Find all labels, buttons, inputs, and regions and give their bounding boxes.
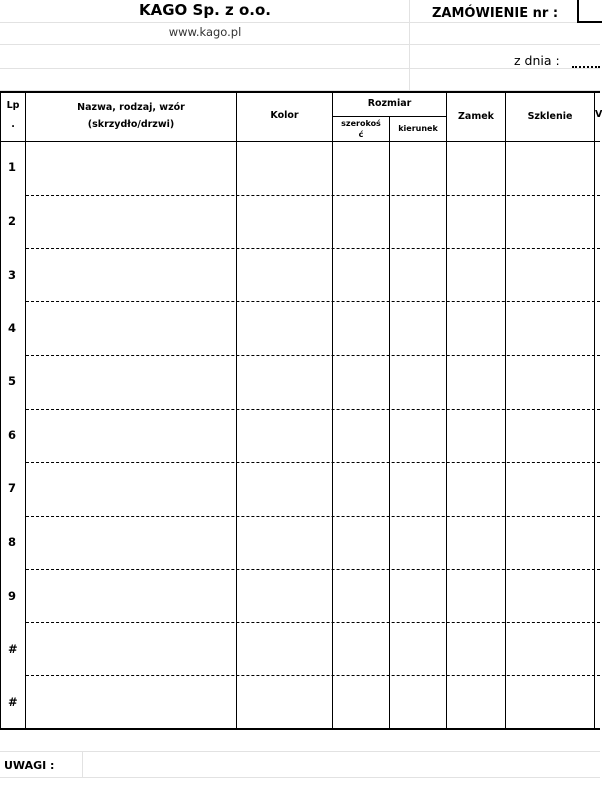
- row-number: 1: [8, 160, 17, 174]
- row-separator: [26, 248, 600, 249]
- row-separator: [26, 675, 600, 676]
- table-border-left: [0, 91, 1, 730]
- row-number: 3: [8, 268, 17, 282]
- row-number: 7: [8, 481, 17, 495]
- column-header-width: szerokoś ć: [341, 119, 381, 139]
- row-number: 9: [8, 589, 17, 603]
- order-number-label: ZAMÓWIENIE nr :: [432, 6, 559, 21]
- column-header-lock: Zamek: [458, 111, 494, 122]
- row-number: #: [8, 695, 18, 709]
- column-divider: [332, 92, 333, 729]
- header-bottom-border: [0, 141, 600, 142]
- column-divider: [505, 92, 506, 729]
- column-header-direction: kierunek: [398, 124, 438, 133]
- row-separator: [26, 301, 600, 302]
- gridline: [0, 751, 600, 752]
- row-number: 2: [8, 214, 17, 228]
- row-separator: [26, 569, 600, 570]
- order-date-field[interactable]: [572, 66, 600, 68]
- row-separator: [26, 622, 600, 623]
- row-number: 6: [8, 428, 17, 442]
- table-border-bottom: [0, 728, 600, 730]
- column-header-name: Nazwa, rodzaj, wzór (skrzydło/drzwi): [77, 102, 185, 130]
- company-name: KAGO Sp. z o.o.: [139, 1, 271, 19]
- order-date-label: z dnia :: [514, 53, 560, 68]
- company-website: www.kago.pl: [168, 25, 242, 39]
- gridline: [0, 68, 600, 69]
- row-separator: [26, 195, 600, 196]
- gridline: [0, 44, 600, 45]
- column-divider: [236, 92, 237, 729]
- table-border-top: [0, 91, 600, 93]
- column-divider: [594, 92, 595, 729]
- row-separator: [26, 462, 600, 463]
- column-divider: [25, 92, 26, 729]
- order-number-field[interactable]: [577, 0, 602, 23]
- row-number: #: [8, 642, 18, 656]
- gridline: [0, 22, 600, 23]
- remarks-label: UWAGI :: [4, 759, 55, 772]
- row-number: 8: [8, 535, 17, 549]
- row-number: 5: [8, 374, 17, 388]
- column-header-lp: Lp .: [6, 100, 20, 130]
- column-header-glazing: Szklenie: [527, 111, 573, 122]
- column-header-color: Kolor: [270, 110, 299, 121]
- column-divider: [389, 117, 390, 729]
- row-separator: [26, 355, 600, 356]
- row-separator: [26, 516, 600, 517]
- remarks-field[interactable]: [83, 753, 600, 776]
- gridline: [0, 777, 600, 778]
- column-divider: [446, 92, 447, 729]
- row-separator: [26, 409, 600, 410]
- column-header-clipped: V: [595, 109, 602, 120]
- column-header-size: Rozmiar: [367, 98, 412, 109]
- size-subheader-divider: [332, 116, 446, 117]
- row-number: 4: [8, 321, 17, 335]
